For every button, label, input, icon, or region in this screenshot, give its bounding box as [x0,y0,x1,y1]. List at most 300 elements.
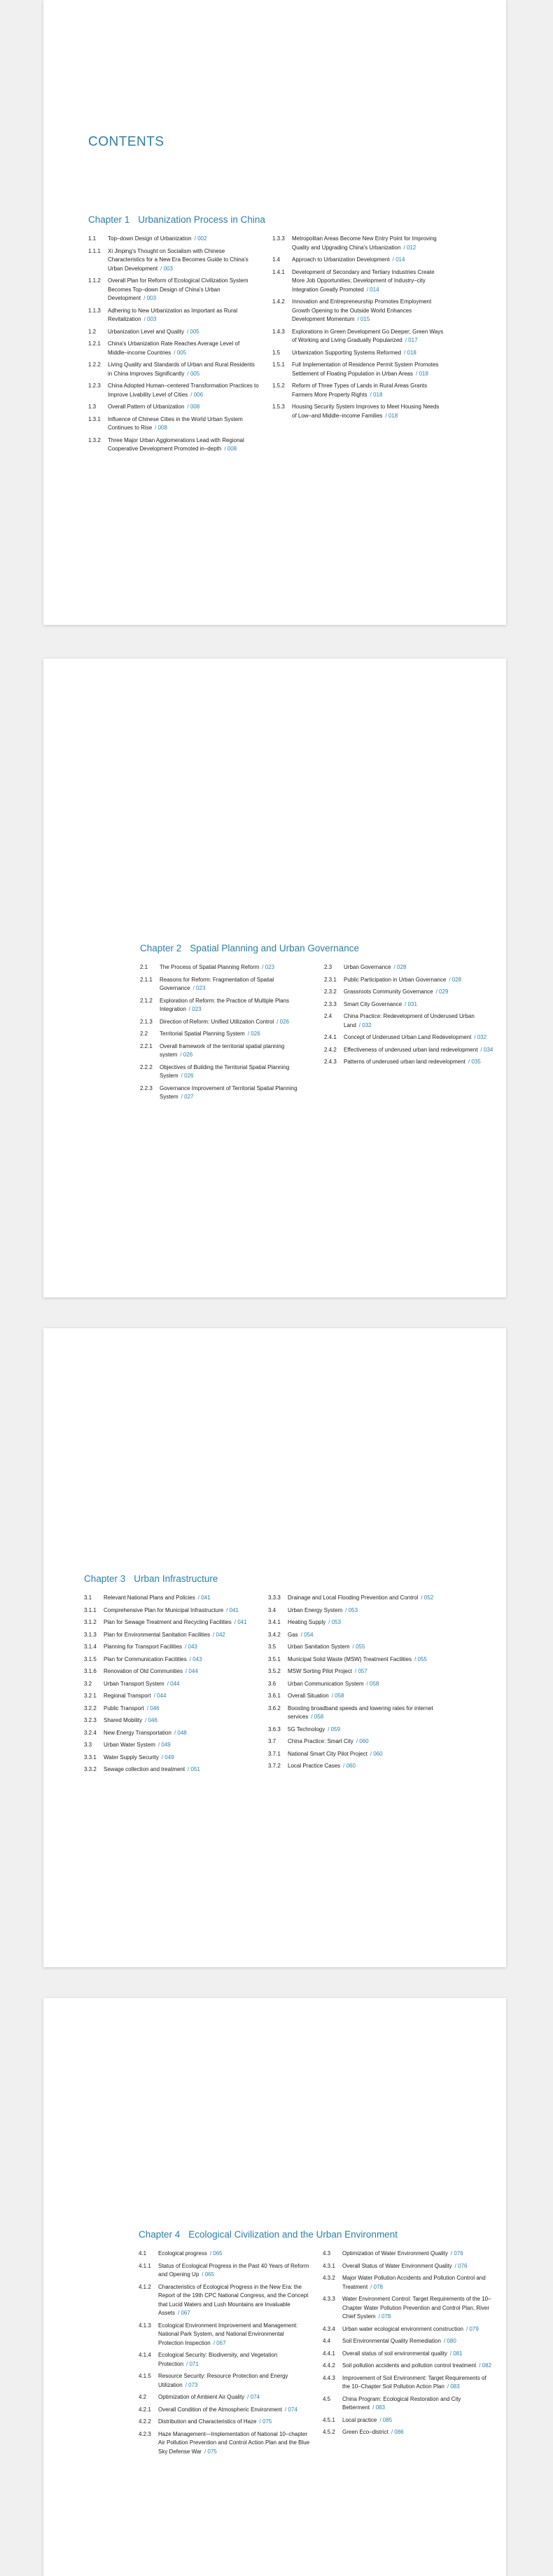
toc-entry[interactable] [272,382,444,399]
toc-column-left [84,1594,255,1778]
toc-entry-title: Smart City Governance [344,1000,402,1007]
toc-entry-page: / 044 [167,1680,180,1687]
toc-entry-text-wrap [158,2283,310,2318]
toc-entry[interactable] [140,1042,312,1060]
toc-entry-text-wrap [344,963,496,972]
toc-column-left [140,963,312,1106]
toc-entry-title: Optimization of Ambient Air Quality [158,2394,245,2400]
toc-entry-number: 2.1.2 [140,997,153,1004]
toc-entry-title: Heating Supply [288,1619,326,1625]
toc-entry-text-wrap [160,976,312,993]
toc-entry[interactable] [268,1631,440,1640]
toc-entry-title: Living Quality and Standards of Urban and Rural Residents in China Improves Significantly [108,361,255,377]
toc-entry-page: / 058 [366,1680,379,1687]
toc-entry-number: 2.1 [140,964,148,970]
toc-entry[interactable] [323,2350,494,2359]
toc-entry-title: Urban Governance [344,964,391,970]
toc-entry-number: 4.3 [323,2250,331,2257]
toc-entry[interactable] [84,1692,255,1701]
toc-entry-title: Overall Condition of the Atmospheric Environment [158,2406,282,2413]
toc-entry[interactable] [139,2406,310,2415]
toc-entry-text-wrap [108,382,260,399]
toc-entry-text-wrap [342,2395,494,2413]
toc-entry-page: / 055 [352,1644,365,1650]
toc-entry-number: 4.4 [323,2338,331,2344]
toc-entry-page: / 018 [370,391,383,398]
toc-entry[interactable] [323,2362,494,2371]
toc-entry-number: 3.2 [84,1680,92,1687]
toc-entry[interactable] [323,2337,494,2346]
toc-entry[interactable] [88,277,260,303]
toc-entry-text-wrap [108,403,260,412]
toc-entry-title: Overall Pattern of Urbanization [108,404,185,410]
toc-entry-number: 1.5 [272,349,281,356]
toc-page-2 [43,659,506,1297]
toc-entry-number: 4.3.4 [323,2325,335,2332]
toc-entry[interactable] [268,1737,440,1747]
toc-entry-page: / 054 [300,1631,314,1638]
toc-entry-text-wrap [288,1667,440,1676]
toc-entry-page: / 023 [188,1006,202,1012]
toc-entry-page: / 028 [449,976,462,983]
toc-entry-text-wrap [104,1729,255,1738]
toc-entry-text-wrap [104,1667,255,1676]
toc-entry-title: The Process of Spatial Planning Reform [160,964,260,970]
toc-entry-text-wrap [160,1018,312,1027]
toc-entry-page: / 049 [158,1742,171,1748]
toc-entry-title: Top–down Design of Urbanization [108,235,192,242]
toc-entry-page: / 049 [161,1754,174,1761]
toc-entry-title: Urban Transport System [104,1680,164,1687]
toc-entry[interactable] [268,1680,440,1689]
toc-entry-page: / 059 [328,1726,341,1733]
toc-entry[interactable] [139,2430,310,2457]
toc-entry[interactable] [139,2250,310,2259]
toc-entry-number: 4.4.3 [323,2374,335,2381]
toc-entry-title: MSW Sorting Pilot Project [288,1668,353,1674]
toc-entry[interactable] [268,1606,440,1616]
toc-entry[interactable] [84,1704,255,1714]
toc-entry-number: 3.7.2 [268,1763,281,1769]
toc-entry-page: / 014 [392,256,405,263]
toc-entry-text-wrap [344,1000,496,1010]
toc-entry-page: / 043 [185,1644,197,1650]
toc-entry-text-wrap [292,328,444,345]
toc-entry-page: / 057 [355,1668,368,1674]
toc-entry-title: Explorations in Green Development Go Deeper; Green Ways of Working and Living Gradually Popularized [292,328,444,343]
toc-entry-number: 4.1.4 [139,2352,151,2358]
toc-entry-text-wrap [108,361,260,378]
toc-entry[interactable] [324,1046,496,1055]
toc-entry-number: 3.6 [268,1680,276,1687]
toc-columns [88,235,444,457]
toc-columns [84,1594,440,1778]
toc-entry-page: / 075 [204,2448,217,2455]
toc-entry-title: Regional Transport [104,1693,151,1699]
toc-entry[interactable] [272,256,444,265]
toc-entry-number: 3.5.2 [268,1668,281,1674]
toc-entry-number: 4.2.2 [139,2418,151,2425]
toc-entry-number: 3.6.3 [268,1726,281,1733]
toc-entry-number: 1.4.1 [272,268,285,275]
toc-entry[interactable] [323,2428,494,2437]
toc-columns [139,2250,494,2460]
toc-entry[interactable] [88,382,260,399]
toc-entry-text-wrap [104,1680,255,1689]
toc-entry-text-wrap [292,349,444,358]
toc-entry-page: / 046 [145,1717,158,1723]
toc-entry[interactable] [272,403,444,420]
toc-entry-title: Objectives of Building the Territorial Spatial Planning System [160,1063,290,1079]
toc-entry-page: / 065 [209,2250,223,2257]
toc-entry[interactable] [84,1741,255,1750]
toc-entry-text-wrap [160,1084,312,1102]
toc-entry-page: / 075 [259,2418,272,2425]
toc-entry-title: Soil pollution accidents and pollution control treatment [342,2362,477,2369]
toc-entry-title: Improvement of Soil Environment: Target Requirements of the 10–Chapter Soil Pollution Action Plan [342,2374,486,2390]
toc-entry[interactable] [88,403,260,412]
toc-entry-title: Comprehensive Plan for Municipal Infrastructure [104,1606,224,1613]
toc-entry[interactable] [139,2418,310,2427]
toc-entry-page: / 018 [416,370,428,377]
toc-entry[interactable] [268,1726,440,1735]
toc-entry[interactable] [268,1692,440,1701]
toc-entry-text-wrap [292,361,444,378]
toc-entry-page: / 086 [391,2429,404,2435]
toc-entry-text-wrap [288,1704,440,1722]
toc-entry-page: / 071 [186,2360,199,2367]
toc-entry-title: Overall status of soil environmental quality [342,2350,447,2357]
toc-entry-title: Optimization of Water Environment Quality [342,2250,448,2257]
toc-entry[interactable] [272,361,444,378]
toc-entry-page: / 015 [357,316,370,322]
toc-entry[interactable] [323,2262,494,2271]
toc-entry-number: 3.5 [268,1644,276,1650]
toc-entry-page: / 043 [189,1655,202,1662]
toc-entry[interactable] [323,2274,494,2292]
toc-entry-page: / 032 [358,1021,372,1028]
toc-entry-page: / 058 [311,1714,324,1720]
toc-entry[interactable] [324,1058,496,1067]
toc-entry-title: Ecological progress [158,2250,207,2257]
toc-entry-text-wrap [292,235,444,252]
toc-entry[interactable] [139,2262,310,2280]
toc-entry-number: 1.2.2 [88,361,101,368]
toc-entry[interactable] [272,349,444,358]
toc-entry[interactable] [140,976,312,993]
toc-entry-text-wrap [342,2295,494,2322]
toc-entry-page: / 083 [372,2404,385,2411]
toc-entry[interactable] [272,235,444,252]
toc-entry[interactable] [84,1594,255,1603]
toc-entry[interactable] [268,1594,440,1603]
chapter-number: Chapter 1 [88,214,130,225]
toc-entry-number: 2.2.1 [140,1042,153,1049]
toc-entry-title: Development of Secondary and Tertiary Industries Create More Job Opportunities; Development of Industry–city Integration Greatly Promoted [292,268,435,293]
toc-entry-number: 4.1.1 [139,2262,151,2269]
toc-entry-title: Urban Energy System [288,1606,343,1613]
toc-entry[interactable] [268,1643,440,1652]
toc-entry-page: / 018 [404,349,416,356]
toc-entry-page: / 023 [192,985,206,991]
toc-entry-page: / 023 [262,964,275,970]
toc-entry-number: 4.4.2 [323,2362,335,2369]
toc-entry[interactable] [140,1084,312,1102]
toc-entry-page: / 058 [331,1693,344,1699]
toc-entry[interactable] [272,268,444,295]
toc-entry[interactable] [268,1750,440,1759]
toc-entry[interactable] [84,1643,255,1652]
toc-entry[interactable] [272,298,444,324]
toc-entry-page: / 083 [447,2383,460,2390]
toc-entry-text-wrap [342,2250,494,2259]
toc-entry[interactable] [268,1655,440,1665]
toc-entry[interactable] [140,997,312,1014]
toc-entry[interactable] [140,1018,312,1027]
toc-entry-page: / 002 [194,235,207,242]
toc-entry[interactable] [88,340,260,357]
toc-entry[interactable] [84,1754,255,1763]
chapter-title: Urbanization Process in China [138,214,265,225]
toc-entry-page: / 018 [385,412,398,419]
toc-entry-text-wrap [104,1655,255,1665]
toc-entry[interactable] [324,1000,496,1010]
toc-entry-number: 3.2.3 [84,1717,97,1723]
toc-entry-title: China Practice: Smart City [288,1738,354,1744]
toc-entry-title: Green Eco–district [342,2429,388,2435]
toc-entry-text-wrap [344,1033,496,1042]
toc-entry-page: / 012 [403,244,416,251]
toc-entry-number: 4.2 [139,2394,147,2400]
toc-entry[interactable] [323,2325,494,2334]
toc-entry-text-wrap [104,1692,255,1701]
toc-entry-number: 3.2.1 [84,1693,97,1699]
toc-entry[interactable] [139,2393,310,2402]
toc-entry[interactable] [84,1680,255,1689]
toc-entry-number: 3.7.1 [268,1750,281,1757]
toc-entry[interactable] [268,1618,440,1627]
toc-entry-page: / 008 [187,404,200,410]
toc-entry-title: Governance Improvement of Territorial Spatial Planning System [160,1084,298,1100]
toc-entry-title: New Energy Transportation [104,1729,172,1736]
toc-entry-page: / 041 [197,1594,211,1601]
toc-entry-number: 2.4.1 [324,1034,337,1040]
toc-entry[interactable] [88,415,260,433]
toc-entry[interactable] [139,2351,310,2369]
toc-entry-text-wrap [342,2374,494,2392]
toc-entry-title: Haze Management—Implementation of National 10–chapter Air Pollution Prevention and Control Action Plan and the Blue Sky Defense War [158,2430,310,2455]
toc-entry-title: Overall Status of Water Environment Quality [342,2262,452,2269]
toc-entry-page: / 076 [454,2262,468,2269]
toc-entry-number: 1.2 [88,328,97,335]
toc-entry-title: Reform of Three Types of Lands in Rural Areas Grants Farmers More Property Rights [292,383,428,398]
toc-entry-number: 2.3.2 [324,989,337,995]
toc-entry-text-wrap [108,307,260,324]
toc-entry[interactable] [324,1012,496,1030]
toc-entry-text-wrap [158,2262,310,2280]
toc-entry-page: / 035 [468,1059,481,1065]
toc-entry[interactable] [84,1667,255,1676]
toc-entry-title: 5G Technology [288,1726,326,1733]
toc-entry-page: / 003 [160,265,173,272]
toc-entry-title: Local Practice Cases [288,1763,341,1769]
toc-entry[interactable] [323,2295,494,2322]
toc-entry-number: 4.3.1 [323,2262,335,2269]
toc-entry[interactable] [140,1063,312,1081]
toc-entry-title: Planning for Transport Facilities [104,1644,183,1650]
toc-entry[interactable] [88,361,260,378]
toc-entry-text-wrap [342,2325,494,2334]
toc-entry-title: Three Major Urban Agglomerations Lead with Regional Cooperative Development Promoted in–depth [108,436,244,452]
toc-entry-page: / 028 [393,964,407,970]
toc-entry[interactable] [139,2322,310,2348]
toc-entry[interactable] [84,1765,255,1775]
toc-entry-number: 1.1.1 [88,247,101,254]
toc-entry[interactable] [268,1704,440,1722]
toc-entry-title: Renovation of Old Communities [104,1668,183,1674]
toc-column-left [88,235,260,457]
toc-entry-title: National Smart City Pilot Project [288,1750,368,1757]
toc-entry-page: / 046 [146,1704,160,1711]
toc-entry-text-wrap [288,1737,440,1747]
toc-entry[interactable] [88,307,260,324]
toc-entry-page: / 041 [234,1619,247,1625]
chapter-1-section [88,214,444,457]
toc-entry-title: Territorial Spatial Planning System [160,1031,245,1037]
toc-entry-page: / 006 [190,391,204,398]
toc-entry-title: Adhering to New Urbanization as Important as Rural Revitalization [108,307,237,322]
toc-entry[interactable] [324,1033,496,1042]
toc-entry-number: 3.6.1 [268,1693,281,1699]
toc-entry-page: / 053 [328,1619,342,1625]
toc-entry[interactable] [139,2283,310,2318]
toc-column-left [139,2250,310,2460]
toc-entry-text-wrap [344,976,496,985]
toc-entry-text-wrap [342,2362,494,2371]
toc-entry-number: 1.1.3 [88,307,101,314]
toc-entry-number: 1.5.3 [272,404,285,410]
toc-entry-page: / 005 [174,349,187,356]
toc-entry-text-wrap [288,1750,440,1759]
toc-entry-text-wrap [288,1655,440,1665]
toc-entry-text-wrap [108,235,260,244]
toc-entry[interactable] [323,2374,494,2392]
toc-entry-number: 2.2.3 [140,1084,153,1091]
toc-entry[interactable] [84,1716,255,1726]
toc-page-3 [43,1328,506,1967]
toc-entry-text-wrap [160,1063,312,1081]
toc-entry-text-wrap [108,328,260,337]
toc-entry[interactable] [88,235,260,244]
toc-entry[interactable] [324,963,496,972]
toc-entry-title: Water Supply Security [104,1754,159,1761]
toc-entry-page: / 008 [224,446,237,452]
toc-entry-title: Overall Plan for Reform of Ecological Civilization System Becomes Top–down Design of China's Urban Development [108,277,248,301]
toc-entry-number: 4.5.1 [323,2416,335,2423]
toc-entry-number: 3.3 [84,1742,92,1748]
toc-entry[interactable] [84,1606,255,1616]
toc-entry[interactable] [268,1762,440,1771]
toc-entry[interactable] [268,1667,440,1676]
toc-column-right [268,1594,440,1778]
toc-entry-text-wrap [342,2337,494,2346]
toc-entry-text-wrap [104,1765,255,1775]
toc-entry[interactable] [84,1631,255,1640]
toc-entry[interactable] [323,2395,494,2413]
toc-entry[interactable] [140,963,312,972]
toc-entry-title: Overall framework of the territorial spatial planning system [160,1042,285,1058]
toc-entry-title: Characteristics of Ecological Progress in the New Era: the Report of the 19th CPC National Congress, and the Concept that Lucid Waters and Lush Mountains are Invaluable Assets [158,2283,309,2316]
toc-entry-title: Xi Jinping's Thought on Socialism with Chinese Characteristics for a New Era Becomes Guide to China's Urban Development [108,247,248,272]
toc-entry-page: / 082 [479,2362,492,2369]
toc-entry-title: Public Transport [104,1704,144,1711]
toc-entry[interactable] [88,247,260,274]
toc-entry[interactable] [323,2250,494,2259]
toc-entry[interactable] [88,436,260,454]
toc-entry-page: / 055 [414,1655,427,1662]
chapter-heading [88,214,444,225]
toc-entry-text-wrap [108,277,260,303]
toc-entry-title: Boosting broadband speeds and lowering rates for internet services [288,1704,433,1720]
toc-entry-text-wrap [288,1643,440,1652]
toc-entry[interactable] [324,988,496,997]
toc-entry-title: Urban Sanitation System [288,1644,350,1650]
toc-entry-text-wrap [104,1606,255,1616]
toc-entry[interactable] [84,1655,255,1665]
toc-entry-page: / 078 [378,2313,391,2320]
toc-entry[interactable] [272,328,444,345]
toc-entry-number: 2.4 [324,1013,332,1019]
chapter-3-section [84,1573,440,1778]
toc-entry[interactable] [140,1030,312,1039]
toc-entry-title: Ecological Environment Improvement and Management: National Park System, and National Environmental Protection Inspection [158,2322,298,2346]
toc-entry-number: 1.3.2 [88,436,101,443]
toc-entry-page: / 034 [480,1046,493,1053]
toc-entry-title: Direction of Reform: Unified Utilization Control [160,1018,274,1025]
toc-entry[interactable] [323,2416,494,2425]
toc-entry-number: 1.3 [88,404,97,410]
toc-entry-page: / 005 [186,328,200,335]
toc-entry-title: Major Water Pollution Accidents and Pollution Control and Treatment [342,2275,486,2290]
toc-entry-text-wrap [158,2418,310,2427]
toc-entry-page: / 074 [247,2394,260,2400]
chapter-number: Chapter 3 [84,1573,126,1584]
toc-entry-title: Plan for Environmental Sanitation Facilities [104,1631,211,1638]
toc-entry-text-wrap [288,1631,440,1640]
toc-entry-page: / 003 [144,316,157,322]
toc-entry-page: / 032 [474,1034,487,1040]
chapter-number: Chapter 4 [139,2229,181,2240]
toc-page-1 [43,0,506,625]
toc-entry[interactable] [139,2372,310,2390]
toc-entry-title: Approach to Urbanization Development [292,256,390,263]
toc-entry[interactable] [88,328,260,337]
toc-entry[interactable] [324,976,496,985]
toc-entry[interactable] [84,1618,255,1627]
toc-entry-page: / 052 [421,1594,434,1601]
toc-entry-title: Local practice [342,2416,377,2423]
toc-entry-number: 1.3.3 [272,235,285,242]
toc-entry-number: 3.2.2 [84,1704,97,1711]
toc-entry-text-wrap [288,1692,440,1701]
toc-entry-page: / 074 [284,2406,298,2413]
toc-entry-number: 1.5.2 [272,383,285,389]
toc-entry-number: 2.3.1 [324,976,337,983]
toc-entry-page: / 067 [213,2339,226,2346]
chapter-title: Spatial Planning and Urban Governance [190,943,359,953]
toc-entry-page: / 085 [379,2416,393,2423]
toc-entry[interactable] [84,1729,255,1738]
